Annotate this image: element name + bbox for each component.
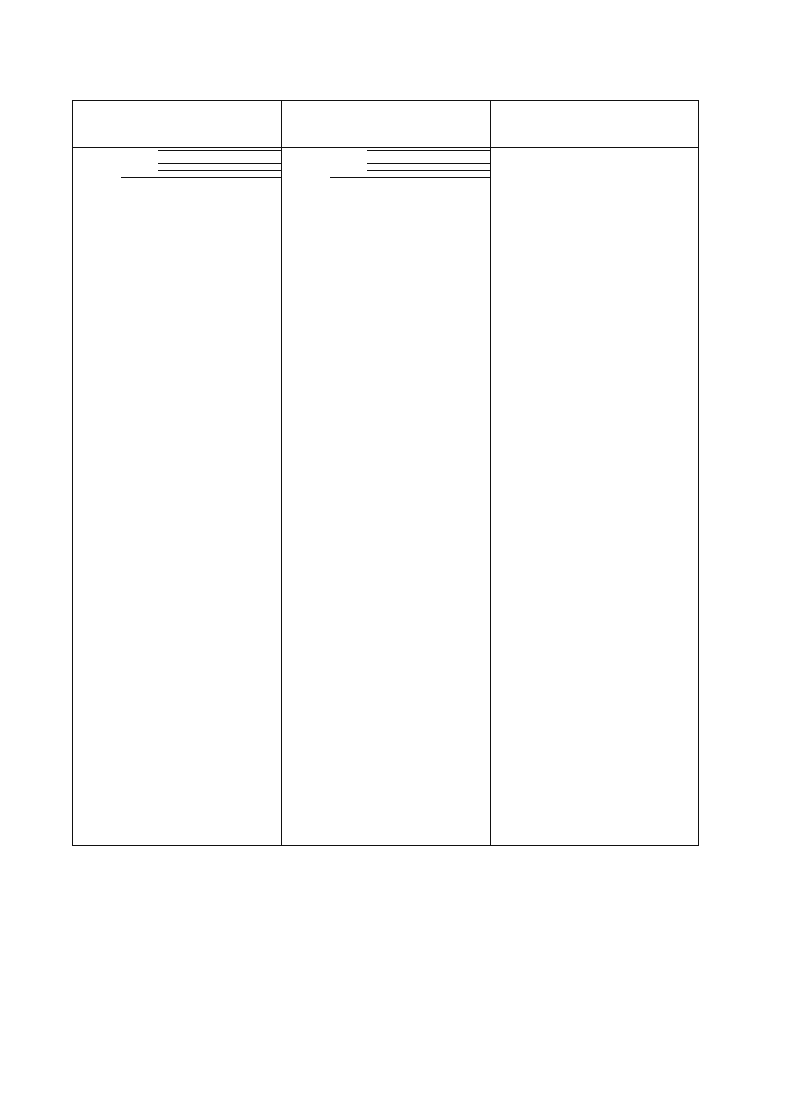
sched-label [330, 178, 410, 179]
lease-table [72, 100, 699, 846]
unexpired-lease-schedule [330, 177, 490, 178]
column-body-2 [491, 148, 699, 846]
column-body-0 [73, 148, 282, 846]
acquisition-table [91, 150, 281, 171]
sched-value [410, 178, 490, 179]
header-prev-interim [73, 101, 282, 148]
column-body-1 [282, 148, 491, 846]
header-prev-year [491, 101, 699, 148]
header-current-interim [282, 101, 491, 148]
acquisition-table [300, 150, 490, 171]
